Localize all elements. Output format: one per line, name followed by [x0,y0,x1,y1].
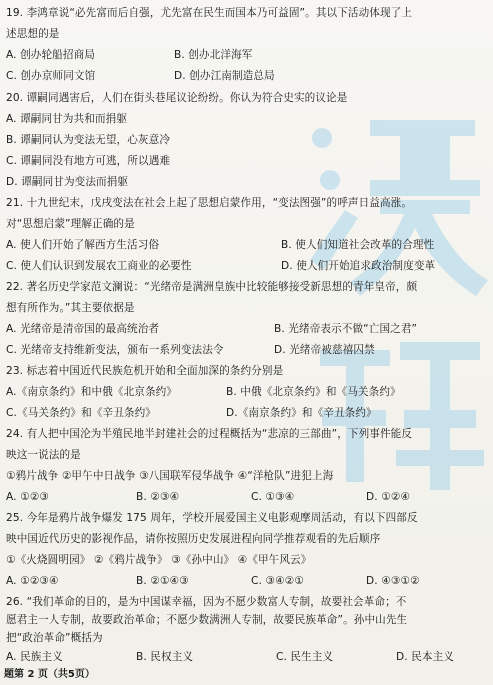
question-25-option-d[interactable]: D. ④③①② [366,575,420,587]
question-22-option-a[interactable]: A. 光绪帝是清帝国的最高统治者 [6,323,160,335]
question-25-option-b[interactable]: B. ②①④③ [136,575,189,587]
question-22-option-d[interactable]: D. 光绪帝被慈禧囚禁 [274,344,375,356]
question-21-option-d[interactable]: D. 使人们开始追求政治制度变革 [281,260,436,272]
watermark-logo [300,110,490,530]
question-23-option-d[interactable]: D.《南京条约》和《辛丑条约》 [226,407,377,419]
question-23-option-b[interactable]: B. 中俄《北京条约》和《马关条约》 [226,386,401,398]
question-25-stem-line-3: ①《火烧圆明园》 ②《鸦片战争》 ③《孙中山》 ④《甲午风云》 [6,554,312,566]
question-19-option-d[interactable]: D. 创办江南制造总局 [174,70,275,82]
question-24-option-a[interactable]: A. ①②③ [6,491,49,503]
question-26-stem-line-3: 把“政治革命”概括为 [6,632,103,644]
question-21-option-c[interactable]: C. 使人们认识到发展农工商业的必要性 [6,260,192,272]
question-21-stem-line-2: 对“思想启蒙”理解正确的是 [6,218,135,230]
question-20-stem: 20. 谭嗣同遇害后，人们在街头巷尾议论纷纷。你认为符合史实的议论是 [6,92,348,104]
question-20-option-a[interactable]: A. 谭嗣同甘为共和而捐躯 [6,113,128,125]
question-26-stem-line-2: 愿君主一人专制，故要政治革命；不愿少数满洲人专制，故要民族革命”。孙中山先生 [6,614,408,626]
question-23-option-c[interactable]: C.《马关条约》和《辛丑条约》 [6,407,156,419]
question-19-option-c[interactable]: C. 创办京师同文馆 [6,70,96,82]
question-24-stem-line-1: 24. 有人把中国沦为半殖民地半封建社会的过程概括为“悲凉的三部曲”，下列事件能反 [6,428,413,440]
question-26-option-c[interactable]: C. 民生主义 [276,651,334,663]
question-20-option-d[interactable]: D. 谭嗣同甘为变法而捐躯 [6,176,129,188]
question-26-option-a[interactable]: A. 民族主义 [6,651,63,663]
page-footer: 题第 2 页（共5页） [4,669,95,680]
question-26-option-b[interactable]: B. 民权主义 [136,651,194,663]
question-19-option-a[interactable]: A. 创办轮船招商局 [6,49,95,61]
question-25-stem-line-1: 25. 今年是鸦片战争爆发 175 周年，学校开展爱国主义电影观摩周活动，有以下四部反 [6,512,418,524]
question-24-option-d[interactable]: D. ①②④ [366,491,410,503]
question-25-option-c[interactable]: C. ③④②① [251,575,304,587]
question-21-stem-line-1: 21. 十九世纪末，戊戌变法在社会上起了思想启蒙作用，“变法图强”的呼声日益高涨。 [6,197,413,209]
question-24-option-b[interactable]: B. ②③④ [136,491,180,503]
question-23-option-a[interactable]: A.《南京条约》和中俄《北京条约》 [6,386,178,398]
question-22-stem-line-2: 想有所作为。”其主要依据是 [6,302,135,314]
question-25-stem-line-2: 映中国近代历史的影视作品，请你按照历史发展进程向同学推荐观看的先后顺序 [6,533,381,545]
question-21-option-b[interactable]: B. 使人们知道社会改革的合理性 [281,239,435,251]
question-19-option-b[interactable]: B. 创办北洋海军 [174,49,253,61]
question-19-stem-line-2: 述思想的是 [6,28,60,40]
question-24-stem-line-2: 映这一说法的是 [6,449,81,461]
question-24-option-c[interactable]: C. ①③④ [251,491,295,503]
question-26-stem-line-1: 26. “我们革命的目的，是为中国谋幸福，因为不愿少数富人专制，故要社会革命；不 [6,596,407,608]
question-22-option-c[interactable]: C. 光绪帝支持维新变法，颁布一系列变法法令 [6,344,224,356]
question-20-option-c[interactable]: C. 谭嗣同没有地方可逃，所以遇难 [6,155,171,167]
question-24-stem-line-3: ①鸦片战争 ②甲午中日战争 ③八国联军侵华战争 ④“洋枪队”进犯上海 [6,470,334,482]
question-22-stem-line-1: 22. 著名历史学家范文澜说：“光绪帝是满洲皇族中比较能够接受新思想的青年皇帝，颇 [6,281,418,293]
question-22-option-b[interactable]: B. 光绪帝表示不做“亡国之君” [274,323,418,335]
question-21-option-a[interactable]: A. 使人们开始了解西方生活习俗 [6,239,160,251]
question-26-option-d[interactable]: D. 民本主义 [396,651,454,663]
question-25-option-a[interactable]: A. ①②③④ [6,575,59,587]
question-19-stem-line-1: 19. 李鸿章说“必先富而后自强，尤先富在民生而国本乃可益固”。其以下活动体现了上 [6,7,413,19]
question-20-option-b[interactable]: B. 谭嗣同认为变法无望，心灰意冷 [6,134,171,146]
question-23-stem: 23. 标志着中国近代民族危机开始和全面加深的条约分别是 [6,365,284,377]
